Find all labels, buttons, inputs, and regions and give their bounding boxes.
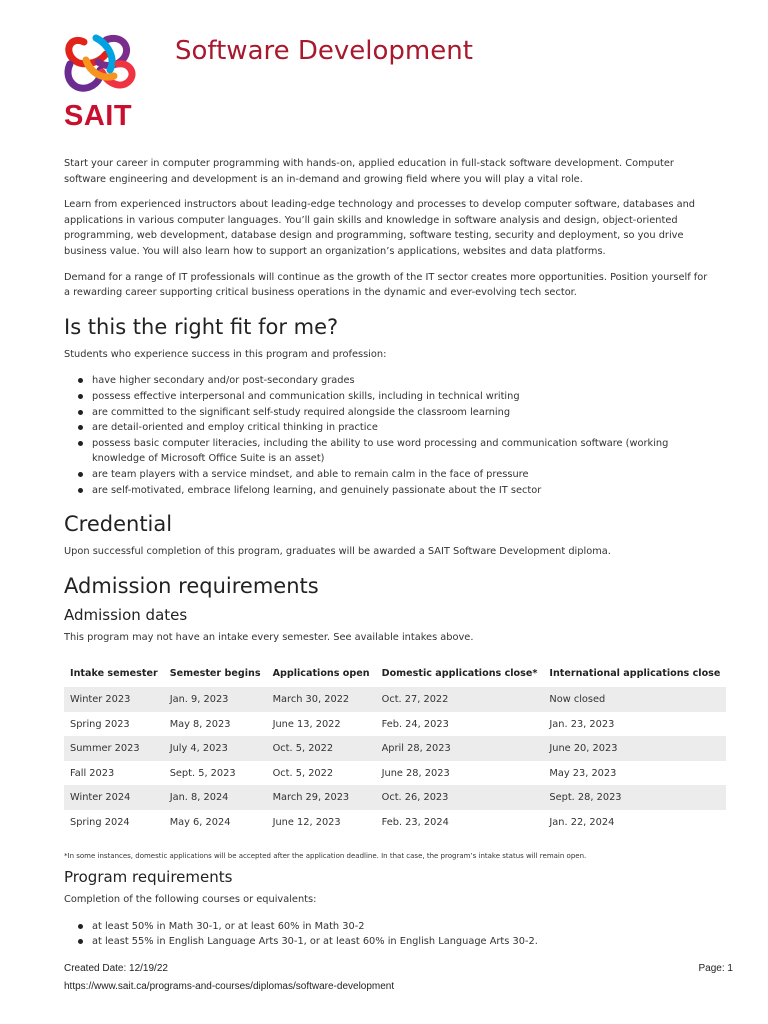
list-item: at least 50% in Math 30-1, or at least 60% in Math 30-2 [64, 919, 710, 935]
sait-logo-knot-icon [62, 34, 138, 100]
admission-heading: Admission requirements [64, 573, 319, 598]
table-cell: May 23, 2023 [549, 767, 617, 779]
intro-paragraph-1: Start your career in computer programming with hands-on, applied education in full-stack software development. Computer software engineering and development is an in-demand and growing field where you will play a vital role. [64, 158, 674, 185]
credential-heading: Credential [64, 512, 173, 537]
credential-text: Upon successful completion of this program, graduates will be awarded a SAIT Software Development diploma. [64, 546, 611, 558]
table-cell: Spring 2024 [70, 816, 130, 828]
table-cell: Feb. 24, 2023 [381, 718, 449, 730]
logo-wordmark: SAIT [64, 100, 133, 132]
table-cell: Oct. 5, 2022 [272, 767, 334, 779]
list-item: are detail-oriented and employ critical thinking in practice [64, 420, 710, 436]
table-cell: Jan. 22, 2024 [549, 816, 615, 828]
fit-heading: Is this the right fit for me? [64, 314, 339, 339]
page-header [62, 34, 712, 144]
sait-logo [62, 34, 138, 134]
table-cell: June 20, 2023 [549, 743, 618, 755]
table-cell: May 6, 2024 [169, 816, 231, 828]
table-cell: Sept. 28, 2023 [549, 792, 622, 804]
table-row [64, 761, 726, 786]
table-cell: Spring 2023 [70, 718, 130, 730]
table-cell: March 30, 2022 [272, 694, 350, 706]
list-item: are committed to the significant self-study required alongside the classroom learning [64, 405, 710, 421]
list-item: possess basic computer literacies, including the ability to use word processing and communication software (working knowledge of Microsoft Office Suite is an asset) [64, 436, 710, 467]
intro-paragraph-2: Learn from experienced instructors about leading-edge technology and processes to develop computer software, databases and applications in various computer languages. You’ll gain skills and knowledge in software analysis and design, object-oriented programming, web development, database design and programming, software testing, security and deployment, so you drive business value. You will also learn how to support an organization’s applications, websites and data platforms. [64, 199, 696, 257]
table-cell: Oct. 5, 2022 [272, 743, 334, 755]
admission-dates-heading: Admission dates [64, 605, 188, 624]
table-cell: Summer 2023 [70, 743, 140, 755]
page-title: Software Development [175, 36, 473, 66]
program-requirements-heading: Program requirements [64, 868, 233, 887]
table-cell: Winter 2023 [70, 694, 131, 706]
table-row [64, 712, 726, 737]
table-cell: July 4, 2023 [169, 743, 228, 755]
table-cell: June 13, 2022 [272, 718, 341, 730]
column-header: International applications close [549, 668, 721, 680]
column-header: Applications open [272, 668, 370, 680]
table-cell: Feb. 23, 2024 [381, 816, 449, 828]
table-cell: Jan. 23, 2023 [549, 718, 615, 730]
list-item: are self-motivated, embrace lifelong learning, and genuinely passionate about the IT sector [64, 483, 710, 499]
page-number: Page: 1 [698, 963, 733, 974]
main-content [64, 156, 721, 956]
table-row [64, 785, 726, 810]
table-cell: June 28, 2023 [381, 767, 450, 779]
list-item: possess effective interpersonal and communication skills, including in technical writing [64, 389, 710, 405]
table-cell: May 8, 2023 [169, 718, 231, 730]
table-footnote: *In some instances, domestic applications will be accepted after the application deadline. In that case, the program’s intake status will remain open. [64, 852, 587, 861]
column-header: Intake semester [70, 668, 158, 680]
table-cell: March 29, 2023 [272, 792, 350, 804]
table-cell: Winter 2024 [70, 792, 131, 804]
list-item: have higher secondary and/or post-secondary grades [64, 373, 710, 389]
table-cell: Jan. 9, 2023 [169, 694, 229, 706]
list-item: are team players with a service mindset, and able to remain calm in the face of pressure [64, 467, 710, 483]
table-cell: Now closed [549, 694, 606, 706]
program-requirements-list [64, 919, 710, 950]
table-cell: June 12, 2023 [272, 816, 341, 828]
admission-dates-text: This program may not have an intake every semester. See available intakes above. [64, 631, 474, 643]
table-cell: Sept. 5, 2023 [169, 767, 236, 779]
column-header: Semester begins [169, 668, 261, 680]
column-header: Domestic applications close* [381, 668, 538, 680]
program-requirements-lead: Completion of the following courses or equivalents: [64, 894, 317, 906]
source-url: https://www.sait.ca/programs-and-courses/diplomas/software-development [64, 981, 395, 992]
table-cell: Jan. 8, 2024 [169, 792, 229, 804]
table-row [64, 687, 726, 712]
fit-list [64, 373, 710, 498]
table-row [64, 810, 726, 835]
intro-paragraph-3: Demand for a range of IT professionals will continue as the growth of the IT sector creates more opportunities. Position yourself for a rewarding career supporting critical business operations in the dynamic and ever-evolving tech sector. [64, 271, 708, 299]
table-cell: Oct. 26, 2023 [381, 792, 449, 804]
table-cell: April 28, 2023 [381, 743, 451, 755]
table-row [64, 736, 726, 761]
created-date: Created Date: 12/19/22 [64, 963, 168, 974]
fit-lead: Students who experience success in this program and profession: [64, 348, 387, 360]
table-cell: Fall 2023 [70, 767, 115, 779]
intake-table [64, 659, 726, 834]
list-item: at least 55% in English Language Arts 30-1, or at least 60% in English Language Arts 30-2. [64, 934, 710, 950]
table-header-row [64, 659, 726, 687]
table-cell: Oct. 27, 2022 [381, 694, 449, 706]
